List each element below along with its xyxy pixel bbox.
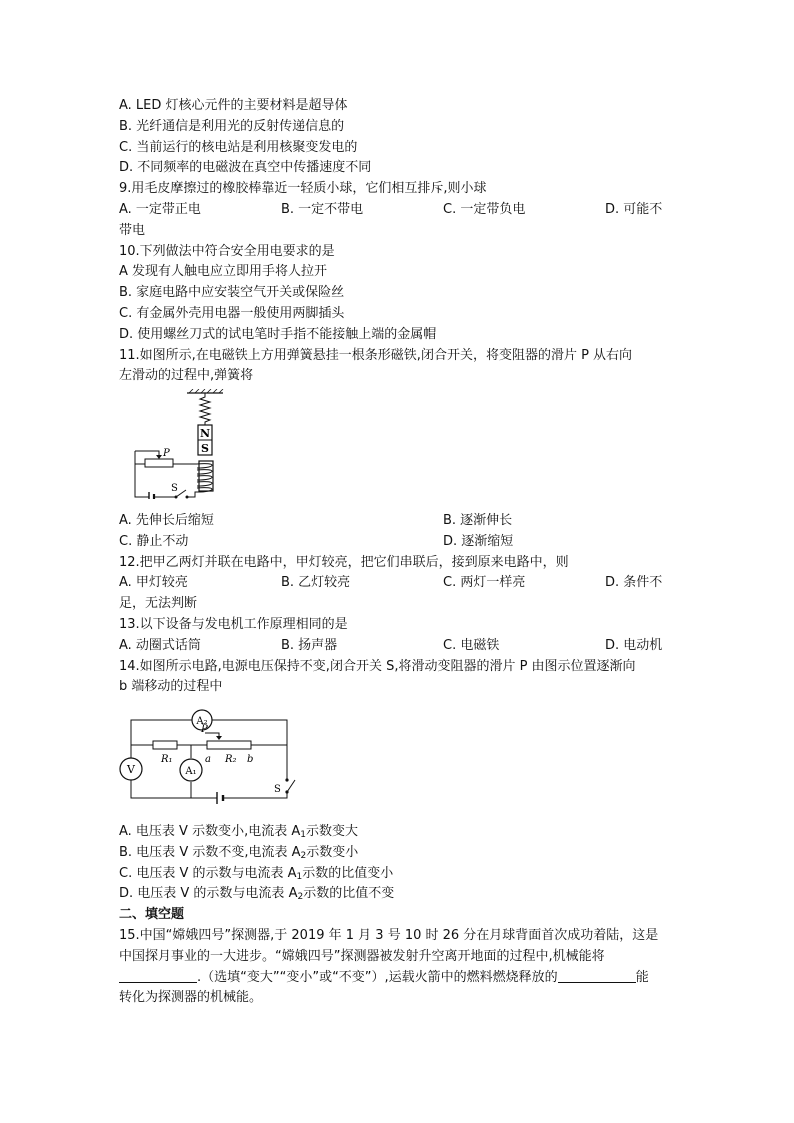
q11-option-b: B. 逐渐伸长 [443, 512, 513, 528]
q14-stem-line2: b 端移动的过程中 [119, 679, 223, 695]
q8-option-d: D. 不同频率的电磁波在真空中传播速度不同 [119, 160, 372, 176]
q12-option-c: C. 两灯一样亮 [443, 575, 526, 591]
q15-blank-1[interactable] [119, 968, 197, 983]
q12-option-d: D. 条件不 [605, 575, 663, 591]
q15-line2: 中国探月事业的一大进步。“嫦娥四号”探测器被发射升空离开地面的过程中,机械能将 [119, 948, 605, 964]
rheostat-r2-label: R₂ [225, 754, 237, 766]
slider-arrow-icon [216, 736, 222, 740]
q10-option-c: C. 有金属外壳用电器一般使用两脚插头 [119, 305, 345, 321]
ammeter-a2-label: A₂ [196, 716, 208, 728]
slider-p-label: P [163, 448, 170, 460]
q8-option-c: C. 当前运行的核电站是利用核聚变发电的 [119, 139, 358, 155]
q14-option-b: B. 电压表 V 示数不变,电流表 $A_2$示数变小 [119, 844, 359, 861]
q14-figure [119, 700, 674, 818]
rheostat-r2 [207, 741, 251, 749]
q15-line4: 转化为探测器的机械能。 [119, 990, 263, 1006]
q15-blank-2[interactable] [558, 968, 636, 983]
q11-options-row2 [119, 532, 674, 553]
q15-line1: 15.中国“嫦娥四号”探测器,于 2019 年 1 月 3 号 10 时 26 分在月球背面首次成功着陆，这是 [119, 927, 659, 943]
spring-icon [200, 393, 210, 425]
q11-option-c: C. 静止不动 [119, 533, 189, 549]
q8-option-a: A. LED 灯核心元件的主要材料是超导体 [119, 98, 348, 113]
q11-stem-line1: 11.如图所示,在电磁铁上方用弹簧悬挂一根条形磁铁,闭合开关，将变阻器的滑片 P 从右向 [119, 347, 633, 363]
switch-icon [285, 779, 288, 782]
q9-option-d-continued: 带电 [119, 222, 146, 238]
q14-option-d: D. 电压表 V 的示数与电流表 $A_2$示数的比值不变 [119, 886, 395, 903]
q10-option-d: D. 使用螺丝刀式的试电笔时手指不能接触上端的金属帽 [119, 326, 437, 342]
q9-option-b: B. 一定不带电 [281, 201, 364, 217]
q10-option-b: B. 家庭电路中应安装空气开关或保险丝 [119, 285, 345, 301]
q13-options [119, 636, 674, 657]
magnet-north-label: N [199, 427, 211, 441]
q9-stem: 9.用毛皮摩擦过的橡胶棒靠近一轻质小球，它们相互排斥,则小球 [119, 181, 487, 197]
q11-stem-line2: 左滑动的过程中,弹簧将 [119, 368, 254, 384]
q14-option-c: C. 电压表 V 的示数与电流表 $A_1$示数的比值变小 [119, 865, 394, 882]
q9-option-c: C. 一定带负电 [443, 201, 526, 217]
voltmeter-label: V [127, 763, 135, 777]
resistor-r1 [153, 741, 177, 749]
circuit-wire-left [135, 464, 197, 497]
resistor-r1-label: R₁ [161, 754, 173, 766]
q13-stem: 13.以下设备与发电机工作原理相同的是 [119, 616, 348, 632]
q12-option-d-continued: 足，无法判断 [119, 596, 198, 612]
q10-option-a: A 发现有人触电应立即用手将人拉开 [119, 264, 328, 280]
q12-option-a: A. 甲灯较亮 [119, 575, 188, 591]
q13-option-b: B. 扬声器 [281, 637, 338, 653]
q11-options-row1 [119, 511, 674, 532]
q13-option-d: D. 电动机 [605, 637, 663, 653]
q10-stem: 10.下列做法中符合安全用电要求的是 [119, 243, 335, 259]
terminal-a-label: a [205, 754, 211, 766]
rheostat [145, 459, 173, 467]
q13-option-c: C. 电磁铁 [443, 637, 500, 653]
rheostat-slider [135, 451, 159, 458]
section-fill-in-heading: 二、填空题 [119, 907, 185, 923]
ceiling-hatch [189, 389, 223, 393]
terminal-b-label: b [247, 754, 254, 766]
q11-figure [119, 389, 674, 507]
q9-option-a: A. 一定带正电 [119, 201, 201, 217]
q11-option-d: D. 逐渐缩短 [443, 533, 514, 549]
switch-s-label: S [274, 784, 281, 796]
q11-option-a: A. 先伸长后缩短 [119, 512, 214, 528]
q13-option-a: A. 动圈式话筒 [119, 637, 201, 653]
q12-options [119, 573, 674, 594]
switch-label: S [171, 483, 178, 495]
q12-option-b: B. 乙灯较亮 [281, 575, 351, 591]
q9-options [119, 200, 674, 221]
q14-stem-line1: 14.如图所示电路,电源电压保持不变,闭合开关 S,将滑动变阻器的滑片 P 由图示位置逐渐向 [119, 658, 636, 674]
q12-stem: 12.把甲乙两灯并联在电路中，甲灯较亮，把它们串联后，接到原来电路中，则 [119, 554, 569, 570]
rheostat-circuit-diagram [119, 700, 309, 810]
q14-option-a: A. 电压表 V 示数变小,电流表 $A_1$示数变大 [119, 823, 358, 840]
q15-line3: .（选填“变大”“变小”或“不变”）,运载火箭中的燃料燃烧释放的 能 [119, 968, 674, 989]
ammeter-a1-label: A₁ [185, 766, 197, 778]
magnet-south-label: S [201, 442, 209, 456]
exam-page [119, 96, 674, 1009]
electromagnet-circuit-diagram [119, 389, 249, 499]
q9-option-d: D. 可能不 [605, 201, 663, 217]
q8-option-b: B. 光纤通信是利用光的反射传递信息的 [119, 118, 345, 134]
slider-p-label: P [201, 724, 208, 736]
